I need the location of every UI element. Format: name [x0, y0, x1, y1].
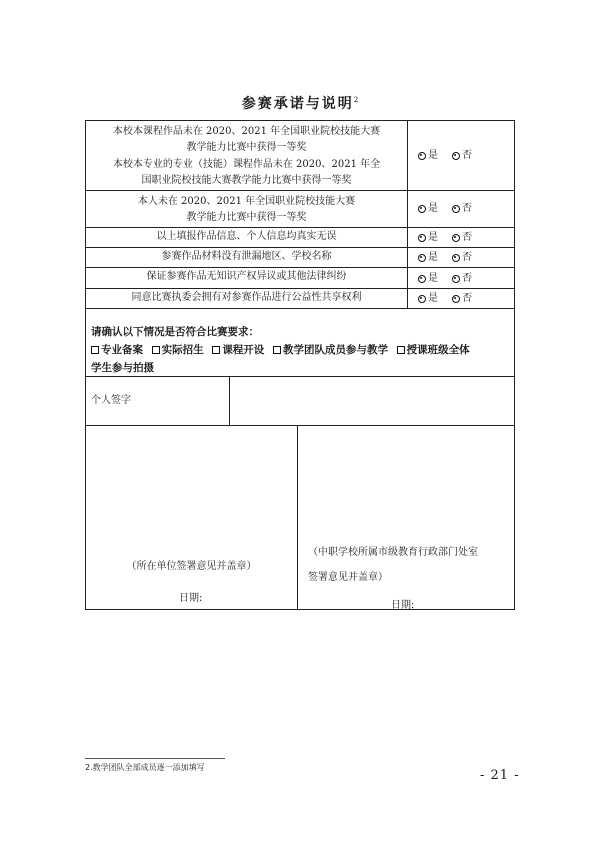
yes-option[interactable] — [418, 149, 438, 163]
statement-line: 国职业院校技能大赛教学能力比赛中获得一等奖 — [141, 175, 352, 186]
yes-no-options — [418, 202, 516, 216]
no-option[interactable] — [452, 251, 472, 265]
checkbox-label: 专业备案 — [101, 344, 143, 356]
yes-option[interactable] — [418, 231, 438, 245]
radio-selected-icon[interactable] — [452, 234, 460, 242]
no-label: 否 — [462, 232, 472, 243]
statement-line: 教学能力比赛中获得一等奖 — [186, 212, 307, 223]
statement-row-4: 以上填报作品信息、个人信息均真实无误 — [156, 231, 337, 242]
column-divider — [407, 121, 408, 308]
checkbox-icon[interactable] — [152, 346, 160, 354]
checkbox-actual-enrollment[interactable] — [152, 341, 204, 359]
no-label: 否 — [462, 273, 472, 284]
page-title — [0, 93, 600, 113]
statement-line: 教学能力比赛中获得一等奖 — [186, 142, 307, 153]
statement-row-2 — [86, 157, 407, 189]
yes-no-options — [418, 231, 516, 245]
row-divider — [86, 308, 514, 309]
dept-approval-caption-line1: （中职学校所属市级教育行政部门处室 — [308, 547, 478, 558]
statement-row-6: 保证参赛作品无知识产权异议或其他法律纠纷 — [146, 271, 347, 282]
radio-selected-icon[interactable] — [452, 205, 460, 213]
dept-approval-caption-line2: 签署意见并盖章） — [308, 572, 388, 583]
yes-option[interactable] — [418, 272, 438, 286]
row-divider — [86, 267, 514, 268]
yes-option[interactable] — [418, 202, 438, 216]
unit-approval-date: 日期: — [179, 593, 203, 604]
no-option[interactable] — [452, 272, 472, 286]
no-option[interactable] — [452, 292, 472, 306]
statement-line: 本人未在 2020、2021 年全国职业院校技能大赛 — [137, 196, 356, 207]
requirements-continuation: 学生参与拍摄 — [91, 362, 154, 374]
radio-selected-icon[interactable] — [418, 275, 426, 283]
yes-no-options — [418, 292, 516, 306]
checkbox-label: 课程开设 — [222, 344, 265, 356]
row-divider — [86, 247, 514, 248]
footnote-divider — [85, 758, 225, 759]
requirements-options — [91, 341, 511, 359]
yes-option[interactable] — [418, 292, 438, 306]
requirements-section — [91, 323, 511, 377]
checkbox-team-teaching[interactable] — [273, 341, 388, 359]
footnote: 2.教学团队全部成员逐一添加填写 — [85, 763, 205, 772]
yes-label: 是 — [428, 150, 438, 161]
radio-selected-icon[interactable] — [452, 152, 460, 160]
yes-no-options — [418, 272, 516, 286]
radio-selected-icon[interactable] — [418, 205, 426, 213]
radio-selected-icon[interactable] — [418, 234, 426, 242]
yes-label: 是 — [428, 273, 438, 284]
yes-label: 是 — [428, 252, 438, 263]
statement-row-7: 同意比赛执委会拥有对参赛作品进行公益性共享权利 — [131, 292, 362, 303]
statement-row-5: 参赛作品材料没有泄漏地区、学校名称 — [161, 251, 332, 262]
radio-selected-icon[interactable] — [418, 152, 426, 160]
statement-row-3 — [86, 194, 407, 226]
title-text: 参赛承诺与说明 — [241, 96, 354, 112]
checkbox-class-filming[interactable] — [397, 341, 470, 359]
radio-selected-icon[interactable] — [452, 275, 460, 283]
no-option[interactable] — [452, 149, 472, 163]
statement-row-1 — [86, 124, 407, 156]
radio-selected-icon[interactable] — [452, 295, 460, 303]
radio-selected-icon[interactable] — [418, 295, 426, 303]
yes-option[interactable] — [418, 251, 438, 265]
no-label: 否 — [462, 252, 472, 263]
checkbox-icon[interactable] — [273, 346, 281, 354]
unit-approval-box[interactable] — [86, 426, 297, 609]
unit-approval-caption: （所在单位签署意见并盖章） — [126, 561, 257, 572]
yes-label: 是 — [428, 293, 438, 304]
no-label: 否 — [462, 293, 472, 304]
yes-no-options — [418, 251, 516, 265]
signature-field[interactable] — [230, 377, 514, 425]
checkbox-course-offered[interactable] — [212, 341, 264, 359]
no-label: 否 — [462, 150, 472, 161]
no-label: 否 — [462, 203, 472, 214]
checkbox-icon[interactable] — [397, 346, 405, 354]
row-divider — [86, 227, 514, 228]
checkbox-icon[interactable] — [212, 346, 220, 354]
radio-selected-icon[interactable] — [452, 254, 460, 262]
page-number: - 21 - — [480, 768, 520, 783]
checkbox-label: 教学团队成员参与教学 — [282, 344, 388, 356]
signature-label: 个人签字 — [91, 395, 131, 406]
yes-no-options — [418, 149, 516, 163]
requirements-heading: 请确认以下情况是否符合比赛要求： — [91, 326, 259, 338]
checkbox-label: 实际招生 — [161, 344, 204, 356]
no-option[interactable] — [452, 202, 472, 216]
no-option[interactable] — [452, 231, 472, 245]
checkbox-label: 授课班级全体 — [406, 344, 470, 356]
statement-line: 本校本专业的专业（技能）课程作品未在 2020、2021 年全 — [112, 159, 381, 170]
checkbox-icon[interactable] — [91, 346, 99, 354]
yes-label: 是 — [428, 203, 438, 214]
row-divider — [86, 288, 514, 289]
commitment-form-table — [85, 120, 515, 610]
statement-line: 本校本课程作品未在 2020、2021 年全国职业院校技能大赛 — [112, 126, 381, 137]
yes-label: 是 — [428, 232, 438, 243]
radio-selected-icon[interactable] — [418, 254, 426, 262]
checkbox-major-registered[interactable] — [91, 341, 143, 359]
title-footnote-marker: 2 — [353, 96, 359, 104]
dept-approval-date: 日期: — [391, 600, 415, 611]
row-divider — [86, 190, 514, 191]
